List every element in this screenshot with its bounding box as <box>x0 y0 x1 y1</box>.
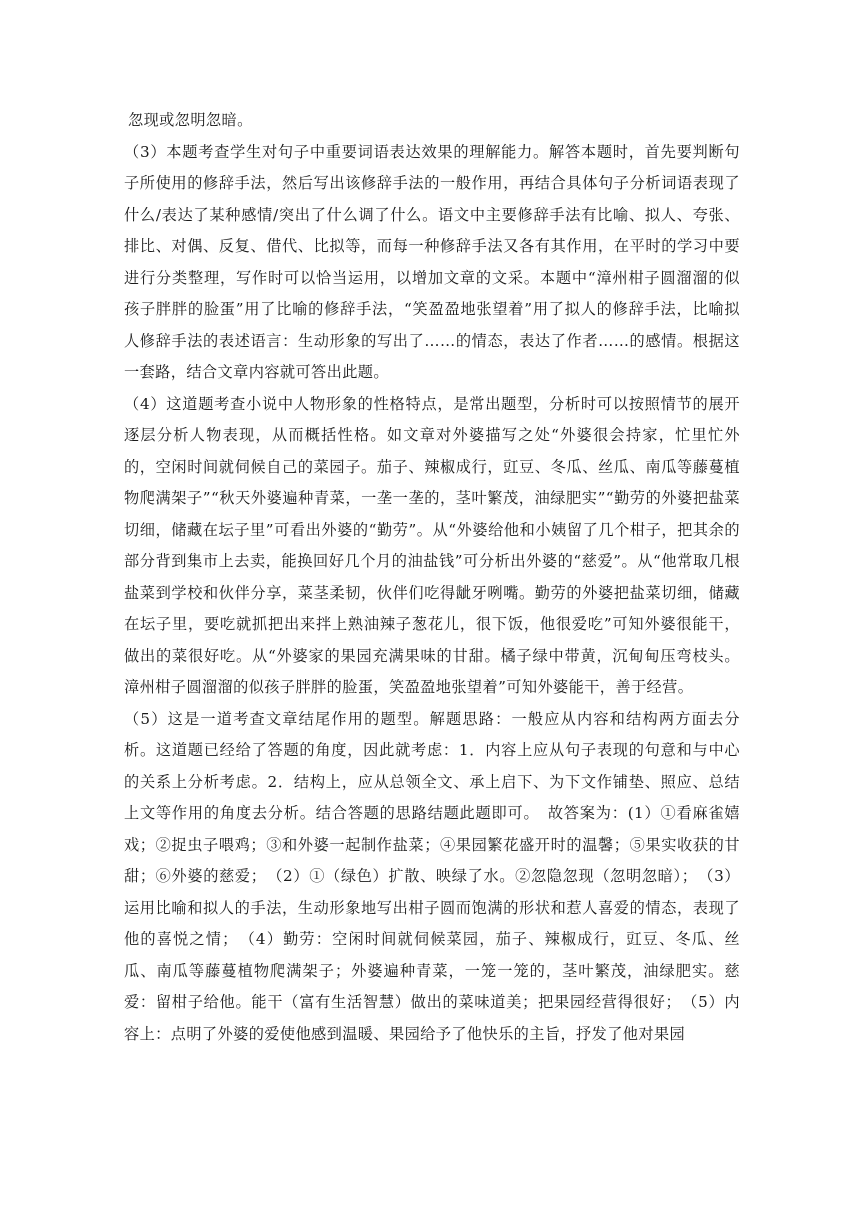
paragraph-answer-3: （3）本题考查学生对句子中重要词语表达效果的理解能力。解答本题时，首先要判断句子所使用的修辞手法，然后写出该修辞手法的一般作用，再结合具体句子分析词语表现了什么/表达了某种感情/突出了什么调了什么。语文中主要修辞手法有比喻、拟人、夸张、排比、对偶、反复、借代、比拟等，而每一种修辞手法又各有其作用，在平时的学习中要进行分类整理，写作时可以恰当运用，以增加文章的文采。本题中“漳州柑子圆溜溜的似孩子胖胖的脸蛋”用了比喻的修辞手法，“笑盈盈地张望着”用了拟人的修辞手法，比喻拟人修辞手法的表述语言：生动形象的写出了……的情态，表达了作者……的感情。根据这一套路，结合文章内容就可答出此题。 <box>124 142 740 381</box>
paragraph-answer-5: （5）这是一道考查文章结尾作用的题型。解题思路：一般应从内容和结构两方面去分析。这道题已经给了答题的角度，因此就考虑：1．内容上应从句子表现的句意和与中心的关系上分析考虑。2．结构上，应从总领全文、承上启下、为下文作铺垫、照应、总结上文等作用的角度去分析。结合答题的思路结题此题即可。 故答案为：(1）①看麻雀嬉戏；②捉虫子喂鸡；③和外婆一起制作盐菜；④果园繁花盛开时的温馨；⑤果实收获的甘甜；⑥外婆的慈爱； （2）①（绿色）扩散、映绿了水。②忽隐忽现（忽明忽暗）； （3）运用比喻和拟人的手法，生动形象地写出柑子圆而饱满的形状和惹人喜爱的情态，表现了他的喜悦之情； （4）勤劳：空闲时间就伺候菜园，茄子、辣椒成行，豇豆、冬瓜、丝瓜、南瓜等藤蔓植物爬满架子；外婆遍种青菜，一笼一笼的，茎叶繁茂，油绿肥实。慈爱：留柑子给他。能干（富有生活智慧）做出的菜味道美；把果园经营得很好； （5）内容上：点明了外婆的爱使他感到温暖、果园给予了他快乐的主旨，抒发了他对果园 <box>124 709 740 1043</box>
document-body <box>124 105 740 1050</box>
paragraph-continuation: 忽现或忽明忽暗。 <box>128 111 253 129</box>
paragraph-answer-4: （4）这道题考查小说中人物形象的性格特点，是常出题型，分析时可以按照情节的展开逐层分析人物表现，从而概括性格。如文章对外婆描写之处“外婆很会持家，忙里忙外的，空闲时间就伺候自己的菜园子。茄子、辣椒成行，豇豆、冬瓜、丝瓜、南瓜等藤蔓植物爬满架子”“秋天外婆遍种青菜，一垄一垄的，茎叶繁茂，油绿肥实”“勤劳的外婆把盐菜切细，储藏在坛子里”可看出外婆的“勤劳”。从“外婆给他和小姨留了几个柑子，把其余的部分背到集市上去卖，能换回好几个月的油盐钱”可分析出外婆的“慈爱”。从“他常取几根盐菜到学校和伙伴分享，菜茎柔韧，伙伴们吃得龇牙咧嘴。勤劳的外婆把盐菜切细，储藏在坛子里，要吃就抓把出来拌上熟油辣子葱花儿，很下饭，他很爱吃”可知外婆很能干，做出的菜很好吃。从“外婆家的果园充满果味的甘甜。橘子绿中带黄，沉甸甸压弯枝头。漳州柑子圆溜溜的似孩子胖胖的脸蛋，笑盈盈地张望着”可知外婆能干，善于经营。 <box>124 394 740 696</box>
